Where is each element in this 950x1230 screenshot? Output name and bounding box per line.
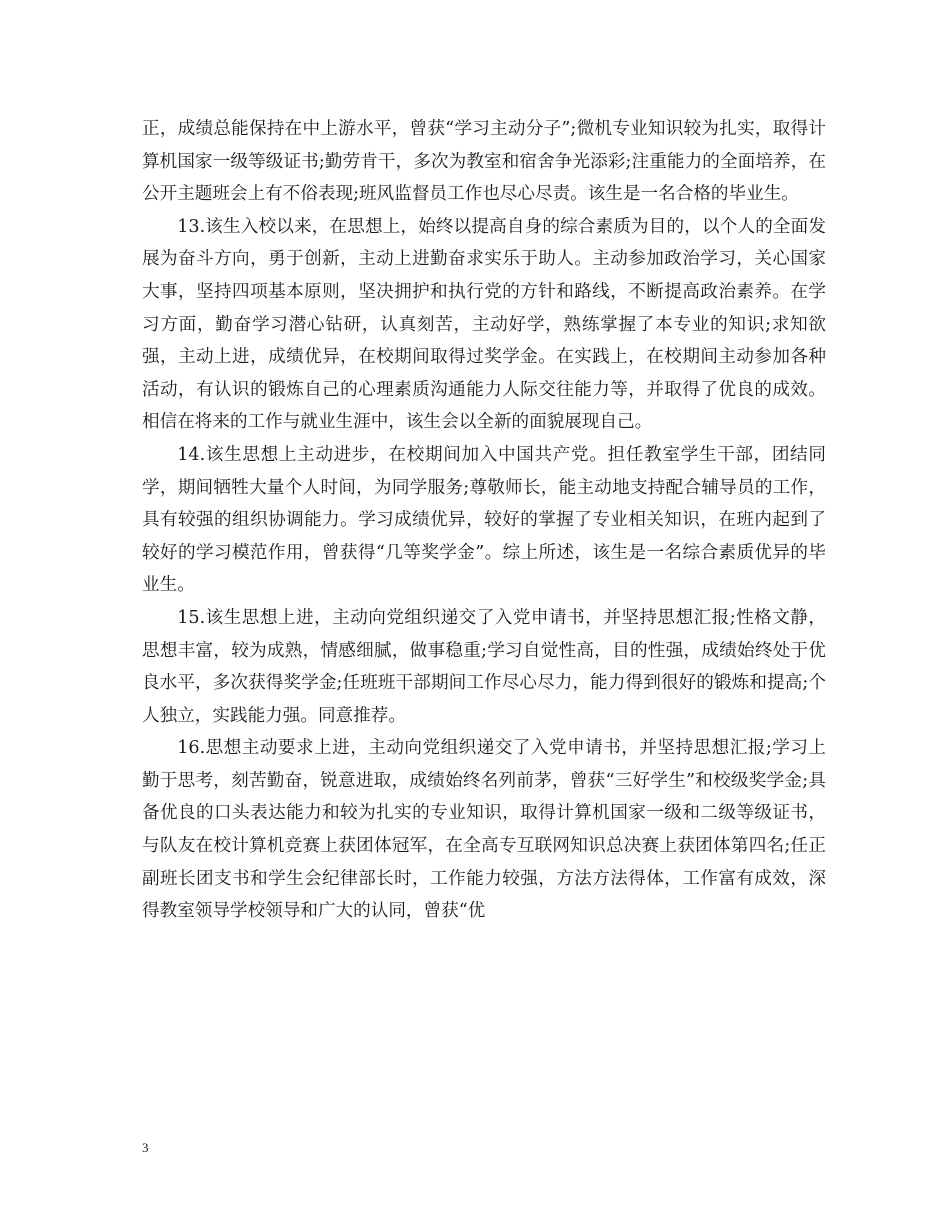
paragraph-14: 14.该生思想上主动进步，在校期间加入中国共产党。担任教室学生干部，团结同学，期间牺牲大量个人时间，为同学服务;尊敬师长，能主动地支持配合辅导员的工作，具有较强的组织协调能力。学习成绩优异，较好的掌握了专业相关知识，在班内起到了较好的学习模范作用，曾获得“几等奖学金”。综上所述，该生是一名综合素质优异的毕业生。 [142,444,826,596]
paragraph-13: 13.该生入校以来，在思想上，始终以提高自身的综合素质为目的，以个人的全面发展为奋斗方向，勇于创新，主动上进勤奋求实乐于助人。主动参加政治学习，关心国家大事，坚持四项基本原则，坚决拥护和执行党的方针和路线，不断提高政治素养。在学习方面，勤奋学习潜心钻研，认真刻苦，主动好学，熟练掌握了本专业的知识;求知欲强，主动上进，成绩优异，在校期间取得过奖学金。在实践上，在校期间主动参加各种活动，有认识的锻炼自己的心理素质沟通能力人际交往能力等，并取得了优良的成效。相信在将来的工作与就业生涯中，该生会以全新的面貌展现自己。 [142,216,826,433]
paragraph-15: 15.该生思想上进，主动向党组织递交了入党申请书，并坚持思想汇报;性格文静，思想丰富，较为成熟，情感细腻，做事稳重;学习自觉性高，目的性强，成绩始终处于优良水平，多次获得奖学金;任班班干部期间工作尽心尽力，能力得到很好的锻炼和提高;个人独立，实践能力强。同意推荐。 [142,607,826,726]
page-number: 3 [142,1140,149,1155]
paragraph-16: 16.思想主动要求上进，主动向党组织递交了入党申请书，并坚持思想汇报;学习上勤于思考，刻苦勤奋，锐意进取，成绩始终名列前茅，曾获“三好学生”和校级奖学金;具备优良的口头表达能力和较为扎实的专业知识，取得计算机国家一级和二级等级证书，与队友在校计算机竞赛上获团体冠军，在全高专互联网知识总决赛上获团体第四名;任正副班长团支书和学生会纪律部长时，工作能力较强，方法方法得体，工作富有成效，深得教室领导学校领导和广大的认同，曾获“优 [142,738,826,922]
paragraph-continuation: 正，成绩总能保持在中上游水平，曾获“学习主动分子”;微机专业知识较为扎实，取得计算机国家一级等级证书;勤劳肯干，多次为教室和宿舍争光添彩;注重能力的全面培养，在公开主题班会上有不俗表现;班风监督员工作也尽心尽责。该生是一名合格的毕业生。 [142,119,826,205]
document-body [142,113,826,928]
